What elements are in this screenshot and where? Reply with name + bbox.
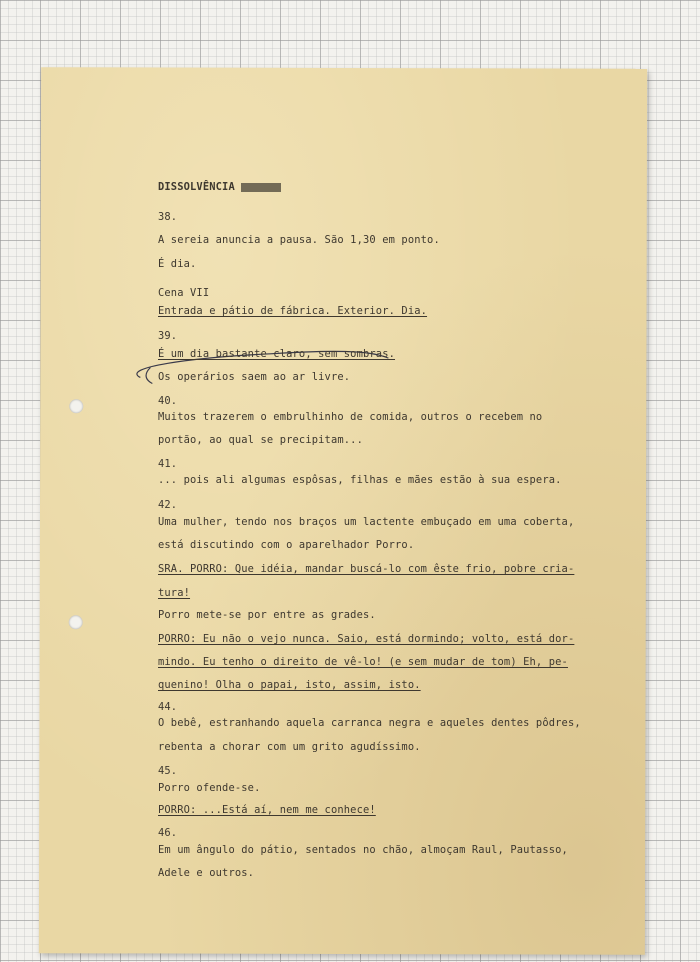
text-line: está discutindo com o aparelhador Porro. xyxy=(158,539,415,551)
scene-number: 45. xyxy=(158,765,178,777)
scene-number: 46. xyxy=(158,827,178,839)
text-line: Os operários saem ao ar livre. xyxy=(158,371,351,383)
scene-location: Entrada e pátio de fábrica. Exterior. Dia. xyxy=(158,305,428,317)
scene-number: 38. xyxy=(158,211,178,223)
text-line: O bebê, estranhando aquela carranca negra e aqueles dentes pôdres, xyxy=(158,717,581,729)
scene-number: 42. xyxy=(158,499,178,511)
scene-number: 39. xyxy=(158,330,178,342)
text-line: Em um ângulo do pátio, sentados no chão, almoçam Raul, Pautasso, xyxy=(158,844,568,856)
text-line: Porro mete-se por entre as grades. xyxy=(158,609,376,621)
text-line: Uma mulher, tendo nos braços um lactente embuçado em uma coberta, xyxy=(158,516,575,528)
text-line: A sereia anuncia a pausa. São 1,30 em ponto. xyxy=(158,234,440,246)
scene-heading: Cena VII xyxy=(158,287,210,299)
dialogue-line: PORRO: Eu não o vejo nunca. Saio, está dormindo; volto, está dor- xyxy=(158,633,575,645)
text-line: É um dia bastante claro, sem sombras. xyxy=(158,348,396,360)
dialogue-line: mindo. Eu tenho o direito de vê-lo! (e sem mudar de tom) Eh, pe- xyxy=(158,656,568,668)
text-line: portão, ao qual se precipitam... xyxy=(158,434,363,446)
scene-number: 41. xyxy=(158,458,178,470)
text-line: Adele e outros. xyxy=(158,867,255,879)
scene-number: 40. xyxy=(158,395,178,407)
dialogue-line: quenino! Olha o papai, isto, assim, isto. xyxy=(158,679,421,691)
text-line: Muitos trazerem o embrulhinho de comida, outros o recebem no xyxy=(158,411,543,423)
dialogue-line: PORRO: ...Está aí, nem me conhece! xyxy=(158,804,376,816)
struck-out-text xyxy=(241,183,281,192)
text-line: É dia. xyxy=(158,258,197,270)
dialogue-line: tura! xyxy=(158,587,191,599)
text-line: Porro ofende-se. xyxy=(158,782,261,794)
document-header: DISSOLVÊNCIA xyxy=(158,181,281,193)
text-line: rebenta a chorar com um grito agudíssimo. xyxy=(158,741,421,753)
typewritten-page xyxy=(39,67,647,955)
pen-marks xyxy=(39,67,647,955)
text-line: ... pois ali algumas espôsas, filhas e mães estão à sua espera. xyxy=(158,474,562,486)
scene-number: 44. xyxy=(158,701,178,713)
dialogue-line: SRA. PORRO: Que idéia, mandar buscá-lo com êste frio, pobre cria- xyxy=(158,563,575,575)
